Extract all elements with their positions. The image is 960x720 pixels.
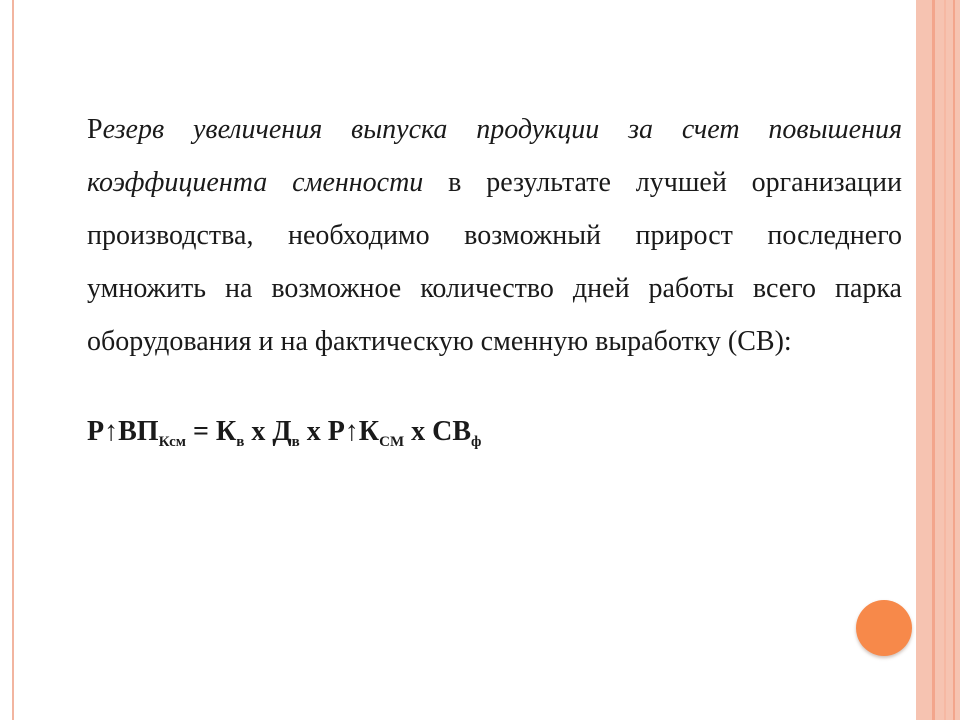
formula-sv-sub: ф: [471, 434, 482, 450]
formula: [87, 412, 902, 462]
slide-frame-stripe: [932, 0, 935, 720]
formula-term-d: х Д: [244, 416, 292, 447]
formula-lhs-sub: Ксм: [158, 434, 186, 450]
formula-term-k: = К: [185, 416, 237, 447]
paragraph-first-letter: Р: [87, 114, 103, 145]
slide-frame-stripe: [953, 0, 955, 720]
body-paragraph: [87, 103, 902, 368]
formula-rk-sub: СМ: [379, 434, 405, 450]
formula-term-sv: х СВ: [404, 416, 472, 447]
formula-d-sub: в: [291, 434, 300, 450]
formula-k-sub: в: [236, 434, 245, 450]
paragraph-text: в результате лучшей организации производства, необходимо возможный прирост последнего умножить на возможное количество дней работы всего парка оборудования и на фактическую сменную выработку (СВ):: [87, 167, 903, 357]
slide-frame-stripe: [944, 0, 946, 720]
formula-term-rk: х Р↑К: [299, 416, 380, 447]
paragraph-italic-text: езерв увеличения выпуска продукции за счет повышения коэффициента сменности: [87, 114, 902, 198]
slide-frame-left: [0, 0, 14, 720]
slide-content: [87, 103, 902, 462]
decorative-circle: [856, 600, 912, 656]
formula-lhs: Р↑ВП: [87, 416, 159, 447]
